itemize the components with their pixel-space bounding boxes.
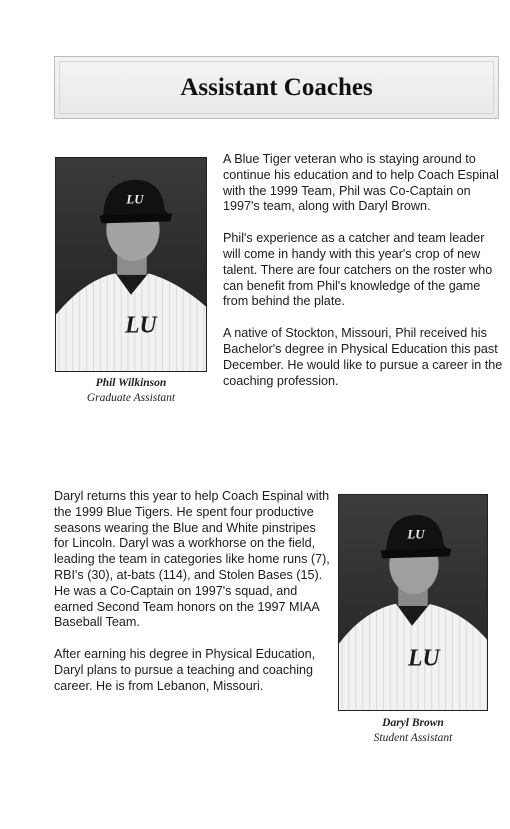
coach-name: Phil Wilkinson [95,377,167,389]
coach-bio-phil-wilkinson [223,152,503,405]
bio-paragraph: Daryl returns this year to help Coach Espinal with the 1999 Blue Tigers. He spent four productive seasons wearing the Blue and White pinstripes for Lincoln. Daryl was a workhorse on the field, leading the team in categories like home runs (7), RBI's (30), at-bats (114), and Stolen Bases (15). He was a Co-Captain on 1997's squad, and earned Second Team honors on the 1997 MIAA Baseball Team. [54,489,330,630]
page-title: Assistant Coaches [180,74,373,101]
jersey-logo: LU [125,312,157,339]
bio-paragraph: Phil's experience as a catcher and team leader will come in handy with this year's crop of new talent. There are four catchers on the roster who can benefit from Phil's knowledge of the game from behind the plate. [223,231,493,309]
coach-caption-daryl-brown [336,716,490,746]
bio-paragraph: A native of Stockton, Missouri, Phil received his Bachelor's degree in Physical Education this past December. He would like to pursue a career in the coaching profession. [223,326,503,388]
bio-paragraph: After earning his degree in Physical Education, Daryl plans to pursue a teaching and coaching career. He is from Lebanon, Missouri. [54,647,316,693]
coach-photo-daryl-brown [338,494,488,711]
coach-photo-phil-wilkinson [55,157,207,372]
cap-logo: LU [126,192,144,207]
bio-paragraph: A Blue Tiger veteran who is staying around to continue his education and to help Coach Espinal with the 1999 Team, Phil was Co-Captain on 1997's team, along with Daryl Brown. [223,152,499,214]
coach-bio-daryl-brown [54,489,330,711]
header-banner [54,56,499,119]
jersey-logo: LU [408,645,440,672]
cap-logo: LU [407,527,425,542]
coach-role: Graduate Assistant [86,392,176,404]
coach-caption-phil-wilkinson [55,376,207,406]
coach-role: Student Assistant [373,732,453,744]
coach-name: Daryl Brown [382,717,444,729]
